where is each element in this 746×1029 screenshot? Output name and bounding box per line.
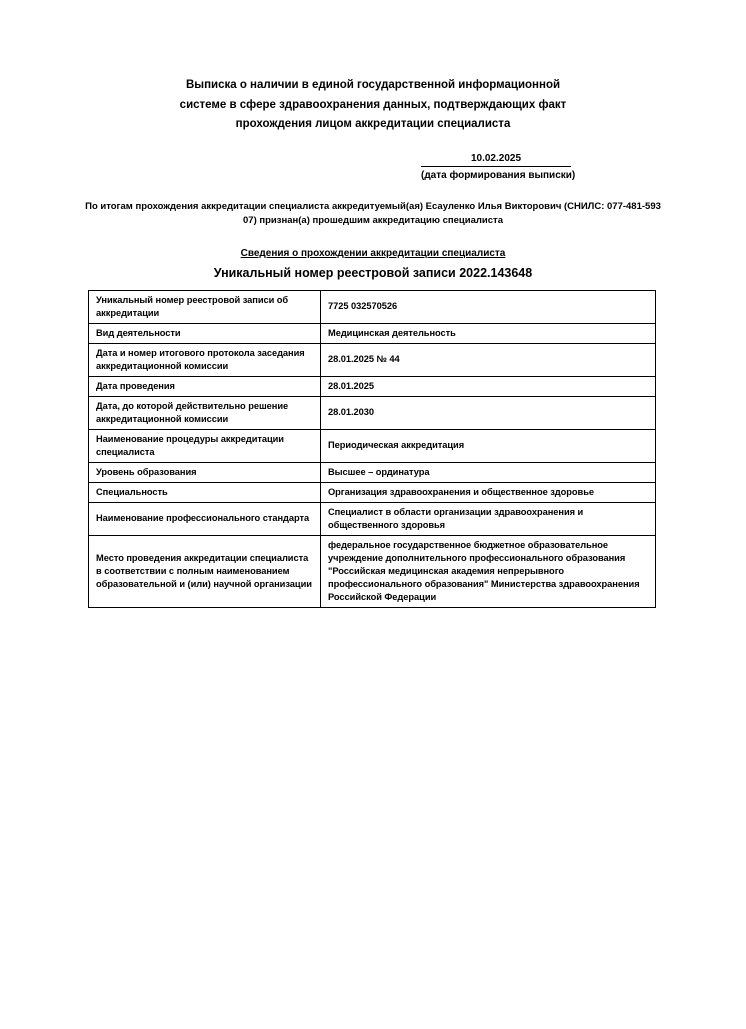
section-heading: Сведения о прохождении аккредитации специалиста bbox=[240, 247, 506, 259]
row-value: Высшее – ординатура bbox=[321, 462, 656, 482]
row-label: Уровень образования bbox=[89, 462, 321, 482]
row-value: федеральное государственное бюджетное образовательное учреждение дополнительного профессионального образования "Российская медицинская академия непрерывного профессионального образования" Министерства здравоохранения Российской Федерации bbox=[321, 535, 656, 607]
table-row bbox=[89, 502, 656, 535]
row-value: Специалист в области организации здравоохранения и общественного здоровья bbox=[321, 502, 656, 535]
table-row bbox=[89, 290, 656, 323]
row-value: 28.01.2030 bbox=[321, 396, 656, 429]
issue-date-label: (дата формирования выписки) bbox=[421, 169, 576, 181]
row-label: Дата проведения bbox=[89, 376, 321, 396]
table-row bbox=[89, 462, 656, 482]
row-value: Медицинская деятельность bbox=[321, 323, 656, 343]
accreditation-summary-text: По итогам прохождения аккредитации специалиста аккредитуемый(ая) Есауленко Илья Викторович (СНИЛС: 077-481-593 07) признан(а) прошедшим аккредитацию специалиста bbox=[85, 200, 661, 226]
row-label: Наименование процедуры аккредитации специалиста bbox=[89, 429, 321, 462]
row-value: Периодическая аккредитация bbox=[321, 429, 656, 462]
row-label: Дата, до которой действительно решение аккредитационной комиссии bbox=[89, 396, 321, 429]
table-row bbox=[89, 343, 656, 376]
row-value: 7725 032570526 bbox=[321, 290, 656, 323]
registry-number-heading: Уникальный номер реестровой записи 2022.143648 bbox=[213, 265, 533, 280]
row-label: Место проведения аккредитации специалиста в соответствии с полным наименованием образовательной и (или) научной организации bbox=[89, 535, 321, 607]
accreditation-details-table-body bbox=[89, 290, 656, 607]
table-row bbox=[89, 535, 656, 607]
row-label: Дата и номер итогового протокола заседания аккредитационной комиссии bbox=[89, 343, 321, 376]
document-title: Выписка о наличии в единой государственной информационной системе в сфере здравоохранения данных, подтверждающих факт прохождения лицом аккредитации специалиста bbox=[179, 79, 567, 130]
table-row bbox=[89, 396, 656, 429]
table-row bbox=[89, 376, 656, 396]
table-row bbox=[89, 482, 656, 502]
table-row bbox=[89, 323, 656, 343]
issue-date-block bbox=[421, 152, 576, 182]
accreditation-details-table bbox=[88, 290, 656, 608]
row-label: Вид деятельности bbox=[89, 323, 321, 343]
row-label: Уникальный номер реестровой записи об аккредитации bbox=[89, 290, 321, 323]
row-value: 28.01.2025 bbox=[321, 376, 656, 396]
row-value: 28.01.2025 № 44 bbox=[321, 343, 656, 376]
row-label: Наименование профессионального стандарта bbox=[89, 502, 321, 535]
table-row bbox=[89, 429, 656, 462]
row-label: Специальность bbox=[89, 482, 321, 502]
row-value: Организация здравоохранения и общественное здоровье bbox=[321, 482, 656, 502]
issue-date-value: 10.02.2025 bbox=[421, 152, 571, 167]
